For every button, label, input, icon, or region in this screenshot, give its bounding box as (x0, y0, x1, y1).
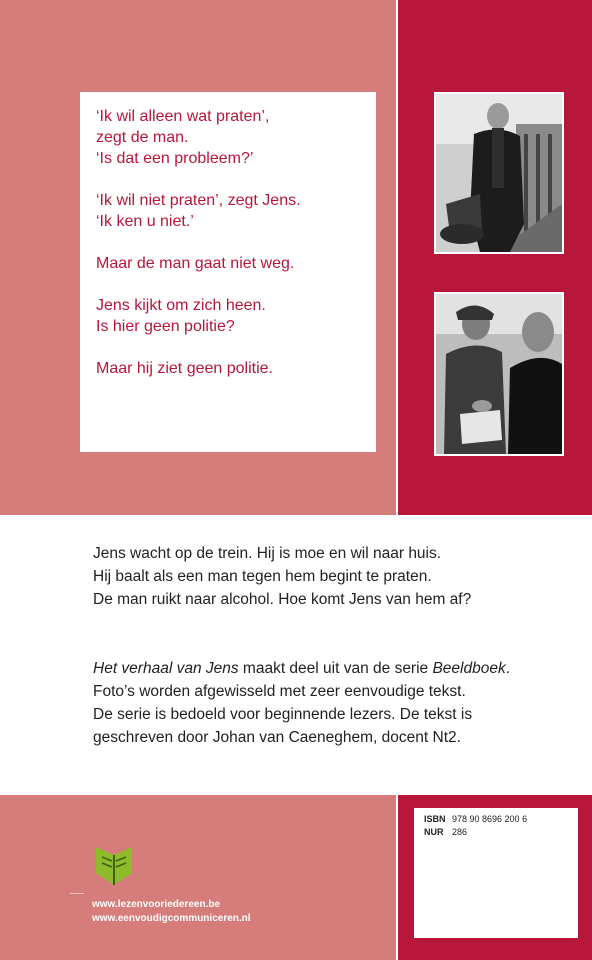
blurb-paragraph-2: Het verhaal van Jens maakt deel uit van de serie Beeldboek. Foto’s worden afgewisseld met zeer eenvoudige tekst. De serie is bedoeld voor beginnende lezers. De tekst is geschreven door Johan van Caeneghem, docent Nt2. (93, 660, 511, 746)
photo-man-on-platform (434, 92, 564, 254)
url-lezenvooriedereen[interactable]: www.lezenvooriedereen.be (92, 899, 221, 910)
book-logo-icon (94, 843, 134, 892)
blurb-section (0, 515, 592, 793)
quote-box (80, 92, 376, 452)
photo-two-men-talking (434, 292, 564, 456)
blurb-paragraph-1: Jens wacht op de trein. Hij is moe en wil naar huis. Hij baalt als een man tegen hem begint te praten. De man ruikt naar alcohol. Hoe komt Jens van hem af? (93, 545, 472, 608)
nur-line: NUR 286 (424, 827, 468, 837)
quote-stanza-1: ‘Ik wil alleen wat praten’, zegt de man. ‘Is dat een probleem?’ (96, 108, 270, 167)
quote-stanza-2: ‘Ik wil niet praten’, zegt Jens. ‘Ik ken u niet.’ (96, 192, 301, 230)
url-eenvoudigcommuniceren[interactable]: www.eenvoudigcommuniceren.nl (92, 913, 251, 924)
quote-stanza-4: Jens kijkt om zich heen. Is hier geen politie? (96, 297, 266, 335)
isbn-box (414, 808, 578, 938)
divider-bottom (396, 795, 398, 960)
bottom-left-panel (0, 795, 398, 960)
divider-tick (70, 893, 84, 894)
isbn-line: ISBN 978 90 8696 200 6 (424, 814, 528, 824)
divider (396, 0, 398, 515)
quote-stanza-5: Maar hij ziet geen politie. (96, 360, 273, 377)
quote-stanza-3: Maar de man gaat niet weg. (96, 255, 295, 272)
footer-urls (92, 898, 251, 926)
